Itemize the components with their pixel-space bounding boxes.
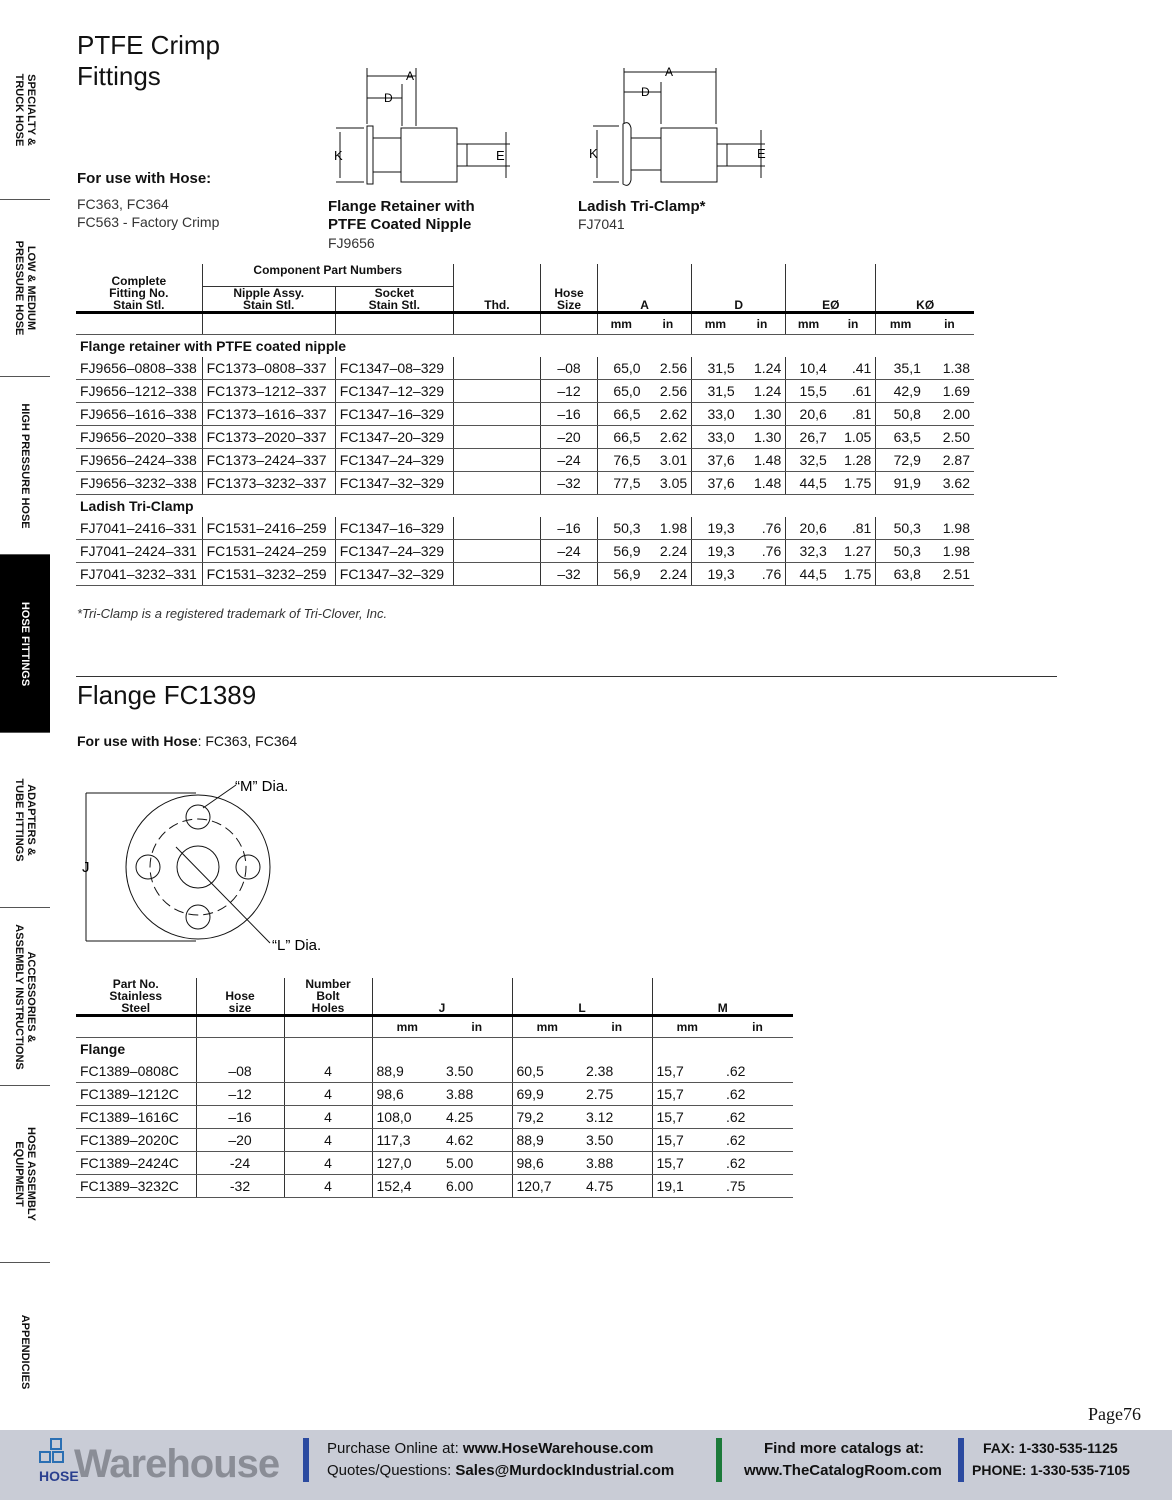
table-cell: 88,9 (512, 1129, 582, 1152)
ptfe-fittings-table (76, 264, 974, 586)
table-cell: 4.62 (442, 1129, 512, 1152)
flange-table (76, 978, 793, 1198)
table-cell: 33,0 (692, 403, 739, 426)
table-cell: 91,9 (876, 472, 925, 495)
table-row (76, 449, 974, 472)
table-cell: –08 (196, 1060, 284, 1083)
table-cell: FC1389–2020C (76, 1129, 196, 1152)
unit-in: in (739, 313, 786, 335)
table-cell: 37,6 (692, 449, 739, 472)
table-cell: FC1389–1212C (76, 1083, 196, 1106)
table-cell: 4 (284, 1175, 372, 1198)
table-cell: 1.27 (831, 540, 876, 563)
dim-d-label-2: D (641, 85, 650, 99)
unit-mm: mm (372, 1016, 442, 1038)
table-cell: 33,0 (692, 426, 739, 449)
table-row (76, 426, 974, 449)
table-cell: .62 (722, 1083, 793, 1106)
table-cell: FJ7041–3232–331 (76, 563, 202, 586)
table-cell: FC1531–3232–259 (202, 563, 335, 586)
table-cell: –08 (540, 357, 597, 380)
l-dia-label: “L” Dia. (272, 937, 322, 954)
table-cell: FC1373–0808–337 (202, 357, 335, 380)
table-cell: 3.50 (442, 1060, 512, 1083)
table-cell: 79,2 (512, 1106, 582, 1129)
table-cell: .81 (831, 403, 876, 426)
group-title: Flange (80, 1041, 126, 1057)
table-cell: 1.24 (739, 380, 786, 403)
table-cell: .62 (722, 1106, 793, 1129)
tab-high-pressure-hose[interactable]: HIGH PRESSURE HOSE (0, 377, 50, 555)
table-cell: 4 (284, 1060, 372, 1083)
table-cell: FC1347–24–329 (335, 540, 453, 563)
footer (0, 1430, 1172, 1500)
diagram2-caption: Ladish Tri-Clamp* (578, 198, 706, 215)
purchase-link[interactable]: www.HoseWarehouse.com (462, 1440, 654, 1457)
table-cell: .41 (831, 357, 876, 380)
table-cell: 15,7 (652, 1129, 722, 1152)
table-cell: 1.24 (739, 357, 786, 380)
unit-mm: mm (692, 313, 739, 335)
table-cell: 50,8 (876, 403, 925, 426)
table-cell: 1.30 (739, 426, 786, 449)
diagram1-caption-1: Flange Retainer with (328, 198, 475, 215)
table-cell: 2.24 (645, 540, 692, 563)
table-cell: FC1347–12–329 (335, 380, 453, 403)
logo-squares-icon (39, 1438, 79, 1466)
table-row (76, 1175, 793, 1198)
tab-low-medium-pressure-hose[interactable]: LOW & MEDIUM PRESSURE HOSE (0, 200, 50, 377)
table-cell: FC1389–1616C (76, 1106, 196, 1129)
table-cell: –16 (196, 1106, 284, 1129)
table-cell: 2.62 (645, 426, 692, 449)
col-k: KØ (876, 264, 974, 313)
table-row (76, 357, 974, 380)
table-row (76, 380, 974, 403)
table-cell: 50,3 (876, 540, 925, 563)
table-cell: FC1389–3232C (76, 1175, 196, 1198)
table-row (76, 1083, 793, 1106)
table-cell: 20,6 (786, 517, 831, 540)
table-cell: 4 (284, 1106, 372, 1129)
flange-for-use: For use with Hose: FC363, FC364 (77, 733, 298, 749)
diagram1-part: FJ9656 (328, 235, 375, 251)
table-cell: 1.48 (739, 449, 786, 472)
table-cell: 72,9 (876, 449, 925, 472)
col-nipple-assy: Nipple Assy. Stain Stl. (202, 287, 335, 313)
table-cell: FC1347–32–329 (335, 563, 453, 586)
table-cell: .76 (739, 517, 786, 540)
table-cell (453, 563, 540, 586)
col-bolt-holes: Number Bolt Holes (284, 978, 372, 1016)
table-cell: 37,6 (692, 472, 739, 495)
table-cell: .75 (722, 1175, 793, 1198)
table-cell: 65,0 (598, 357, 645, 380)
table-cell (453, 540, 540, 563)
table-cell: 15,7 (652, 1152, 722, 1175)
table-cell: 2.51 (925, 563, 974, 586)
col-j: J (372, 978, 512, 1016)
table-cell: 1.98 (925, 540, 974, 563)
group-title: Flange retainer with PTFE coated nipple (80, 338, 347, 354)
table-cell: 1.05 (831, 426, 876, 449)
table-cell: FC1389–0808C (76, 1060, 196, 1083)
table-cell: 1.75 (831, 472, 876, 495)
table-cell: –12 (196, 1083, 284, 1106)
dim-k-label: K (334, 148, 343, 163)
tab-adapters-tube-fittings[interactable]: ADAPTERS & TUBE FITTINGS (0, 733, 50, 908)
col-part-no: Part No. Stainless Steel (76, 978, 196, 1016)
table-cell: 5.00 (442, 1152, 512, 1175)
diagram1-caption-2: PTFE Coated Nipple (328, 216, 472, 233)
table-cell: 15,7 (652, 1106, 722, 1129)
table-cell: 2.24 (645, 563, 692, 586)
table-cell: 19,3 (692, 517, 739, 540)
table-cell: 1.98 (645, 517, 692, 540)
table-cell: 50,3 (598, 517, 645, 540)
table-cell: 3.05 (645, 472, 692, 495)
table-cell: 10,4 (786, 357, 831, 380)
table-cell: FC1347–20–329 (335, 426, 453, 449)
table-cell: FC1373–1212–337 (202, 380, 335, 403)
table-cell: FC1347–16–329 (335, 517, 453, 540)
table-cell: 42,9 (876, 380, 925, 403)
table-cell: 19,3 (692, 540, 739, 563)
unit-mm: mm (512, 1016, 582, 1038)
table-cell: 63,5 (876, 426, 925, 449)
table-cell: FJ7041–2416–331 (76, 517, 202, 540)
page-number: Page76 (1088, 1404, 1141, 1424)
tab-accessories-assembly[interactable]: ACCESSORIES & ASSEMBLY INSTRUCTIONS (0, 908, 50, 1086)
table-cell: 15,7 (652, 1060, 722, 1083)
table-cell: 1.30 (739, 403, 786, 426)
quotes-line: Quotes/Questions: Sales@MurdockIndustrial.com (327, 1462, 675, 1479)
table-cell: 65,0 (598, 380, 645, 403)
table-cell: FC1347–08–329 (335, 357, 453, 380)
table-cell: 3.50 (582, 1129, 652, 1152)
table-cell: 4.25 (442, 1106, 512, 1129)
table-cell: –32 (540, 563, 597, 586)
quotes-email-link[interactable]: Sales@MurdockIndustrial.com (455, 1462, 675, 1479)
table-cell: 152,4 (372, 1175, 442, 1198)
table-cell: FJ9656–1616–338 (76, 403, 202, 426)
table-cell: FJ9656–1212–338 (76, 380, 202, 403)
table-cell: –24 (540, 540, 597, 563)
table-cell: .62 (722, 1152, 793, 1175)
table-cell: 26,7 (786, 426, 831, 449)
catalogs-label: Find more catalogs at: (764, 1440, 925, 1457)
group-row (76, 1038, 793, 1061)
flange-diagram (76, 775, 346, 960)
table-cell: 31,5 (692, 380, 739, 403)
table-cell: FC1347–24–329 (335, 449, 453, 472)
table-cell (453, 403, 540, 426)
table-cell: .81 (831, 517, 876, 540)
table-cell: 108,0 (372, 1106, 442, 1129)
dim-k-label-2: K (589, 146, 598, 161)
table-cell: 2.56 (645, 357, 692, 380)
table-row (76, 1106, 793, 1129)
col-a: A (598, 264, 692, 313)
table-cell: 63,8 (876, 563, 925, 586)
table-cell: 20,6 (786, 403, 831, 426)
hose-list-2: FC563 - Factory Crimp (77, 214, 220, 230)
tri-clamp-diagram (585, 64, 775, 189)
table-cell: 2.56 (645, 380, 692, 403)
table-cell (453, 357, 540, 380)
table-cell: 1.69 (925, 380, 974, 403)
unit-mm: mm (876, 313, 925, 335)
table-cell: 98,6 (512, 1152, 582, 1175)
table-cell: FC1373–2424–337 (202, 449, 335, 472)
footer-divider-1 (303, 1438, 309, 1482)
table-cell: FC1347–16–329 (335, 403, 453, 426)
logo-warehouse-text: Warehouse (74, 1442, 280, 1486)
footer-divider-2 (716, 1438, 722, 1482)
tab-specialty-truck-hose[interactable]: SPECIALTY & TRUCK HOSE (0, 20, 50, 200)
table-cell: 1.48 (739, 472, 786, 495)
table-cell: FJ9656–0808–338 (76, 357, 202, 380)
tab-hose-assembly-equipment[interactable]: HOSE ASSEMBLY EQUIPMENT (0, 1086, 50, 1263)
table-cell (453, 449, 540, 472)
table-cell: 44,5 (786, 472, 831, 495)
group-row (76, 335, 974, 358)
table-cell: FC1373–2020–337 (202, 426, 335, 449)
fax-number: FAX: 1-330-535-1125 (983, 1440, 1118, 1456)
unit-mm: mm (652, 1016, 722, 1038)
table-cell: FJ7041–2424–331 (76, 540, 202, 563)
table-cell: 32,5 (786, 449, 831, 472)
purchase-line: Purchase Online at: www.HoseWarehouse.com (327, 1440, 654, 1457)
flange-title: Flange FC1389 (77, 680, 257, 710)
col-l: L (512, 978, 652, 1016)
table-cell: .76 (739, 540, 786, 563)
table-cell: FJ9656–2020–338 (76, 426, 202, 449)
table-cell (453, 426, 540, 449)
unit-in: in (582, 1016, 652, 1038)
table-cell: FC1531–2416–259 (202, 517, 335, 540)
table-cell: 4 (284, 1152, 372, 1175)
table-cell: FC1531–2424–259 (202, 540, 335, 563)
table-cell: -24 (196, 1152, 284, 1175)
section-divider (76, 676, 1057, 677)
table-cell: 56,9 (598, 540, 645, 563)
table-cell: –24 (540, 449, 597, 472)
table-cell: 3.12 (582, 1106, 652, 1129)
table-cell: –16 (540, 403, 597, 426)
table-row (76, 1129, 793, 1152)
dim-a-label: A (406, 69, 415, 83)
col-hose-size: Hose Size (540, 264, 597, 313)
table-cell: 3.88 (442, 1083, 512, 1106)
tab-appendicies[interactable]: APPENDICIES (19, 1314, 31, 1389)
catalogs-link[interactable]: www.TheCatalogRoom.com (744, 1462, 942, 1479)
col-hose-size-2: Hose size (196, 978, 284, 1016)
units-row (76, 313, 974, 335)
table-cell: FC1373–1616–337 (202, 403, 335, 426)
table-cell: 60,5 (512, 1060, 582, 1083)
table-cell: 35,1 (876, 357, 925, 380)
col-socket: Socket Stain Stl. (335, 287, 453, 313)
for-use-label: For use with Hose: (77, 170, 212, 187)
table-cell: 66,5 (598, 426, 645, 449)
table-cell: –32 (540, 472, 597, 495)
unit-mm: mm (786, 313, 831, 335)
table-cell: –12 (540, 380, 597, 403)
page-title: PTFE Crimp Fittings (77, 30, 220, 91)
group-row (76, 495, 974, 518)
table-cell: 19,1 (652, 1175, 722, 1198)
table-cell: 66,5 (598, 403, 645, 426)
dim-a-label-2: A (665, 65, 674, 79)
footer-divider-3 (958, 1438, 964, 1482)
tab-hose-fittings[interactable]: HOSE FITTINGS (0, 555, 50, 733)
col-thd: Thd. (453, 264, 540, 313)
table-cell: 19,3 (692, 563, 739, 586)
dim-d-label: D (384, 91, 393, 105)
table-cell: 44,5 (786, 563, 831, 586)
unit-mm: mm (598, 313, 645, 335)
table-cell: 120,7 (512, 1175, 582, 1198)
table-cell: 3.01 (645, 449, 692, 472)
table-cell: 1.28 (831, 449, 876, 472)
table-row (76, 1152, 793, 1175)
table-row (76, 472, 974, 495)
table-cell: FC1373–3232–337 (202, 472, 335, 495)
table-cell: 1.38 (925, 357, 974, 380)
table-cell: 76,5 (598, 449, 645, 472)
diagram2-part: FJ7041 (578, 216, 625, 232)
col-component-part-numbers: Component Part Numbers (202, 264, 453, 287)
col-m: M (652, 978, 793, 1016)
table-cell: 15,7 (652, 1083, 722, 1106)
table-cell: 32,3 (786, 540, 831, 563)
j-label: J (82, 859, 90, 876)
table-cell: 1.75 (831, 563, 876, 586)
table-cell: 2.50 (925, 426, 974, 449)
footnote: *Tri-Clamp is a registered trademark of Tri-Clover, Inc. (77, 606, 388, 621)
table-cell: FJ9656–3232–338 (76, 472, 202, 495)
table-cell: 3.88 (582, 1152, 652, 1175)
table-cell: .61 (831, 380, 876, 403)
table-cell: .62 (722, 1060, 793, 1083)
table-cell: 56,9 (598, 563, 645, 586)
table-cell (453, 472, 540, 495)
table-cell (453, 380, 540, 403)
m-dia-label: “M” Dia. (235, 778, 289, 795)
unit-in: in (722, 1016, 793, 1038)
col-d: D (692, 264, 786, 313)
table-row (76, 1060, 793, 1083)
table-cell: 4 (284, 1129, 372, 1152)
table-cell: 117,3 (372, 1129, 442, 1152)
table-cell: -32 (196, 1175, 284, 1198)
unit-in: in (442, 1016, 512, 1038)
col-e: EØ (786, 264, 876, 313)
table-cell: 6.00 (442, 1175, 512, 1198)
table-cell: FC1347–32–329 (335, 472, 453, 495)
dim-e-label: E (496, 148, 505, 163)
table-cell: 77,5 (598, 472, 645, 495)
col-complete-fitting: Complete Fitting No. Stain Stl. (76, 264, 202, 313)
phone-number: PHONE: 1-330-535-7105 (972, 1462, 1130, 1478)
table-cell: 50,3 (876, 517, 925, 540)
table-cell (453, 517, 540, 540)
table-row (76, 563, 974, 586)
table-cell: –16 (540, 517, 597, 540)
table-cell: 4 (284, 1083, 372, 1106)
table-cell: 2.62 (645, 403, 692, 426)
table-cell: 98,6 (372, 1083, 442, 1106)
table-cell: 127,0 (372, 1152, 442, 1175)
table-cell: –20 (196, 1129, 284, 1152)
table-cell: 31,5 (692, 357, 739, 380)
table-cell: 88,9 (372, 1060, 442, 1083)
hose-list-1: FC363, FC364 (77, 196, 169, 212)
dim-e-label-2: E (757, 146, 766, 161)
table-cell: –20 (540, 426, 597, 449)
table-cell: 69,9 (512, 1083, 582, 1106)
unit-in: in (831, 313, 876, 335)
unit-in: in (925, 313, 974, 335)
table-cell: 3.62 (925, 472, 974, 495)
table-cell: 1.98 (925, 517, 974, 540)
table-cell: 4.75 (582, 1175, 652, 1198)
table-cell: .76 (739, 563, 786, 586)
table-cell: FJ9656–2424–338 (76, 449, 202, 472)
logo-hose-text: HOSE (39, 1468, 79, 1484)
table-cell: 2.00 (925, 403, 974, 426)
group-title: Ladish Tri-Clamp (80, 498, 194, 514)
table-cell: 15,5 (786, 380, 831, 403)
flange-retainer-diagram (330, 64, 520, 189)
table-cell: FC1389–2424C (76, 1152, 196, 1175)
table-cell: 2.38 (582, 1060, 652, 1083)
units-row-2 (76, 1016, 793, 1038)
table-row (76, 540, 974, 563)
unit-in: in (645, 313, 692, 335)
table-cell: 2.87 (925, 449, 974, 472)
table-row (76, 517, 974, 540)
table-cell: .62 (722, 1129, 793, 1152)
table-cell: 2.75 (582, 1083, 652, 1106)
table-row (76, 403, 974, 426)
